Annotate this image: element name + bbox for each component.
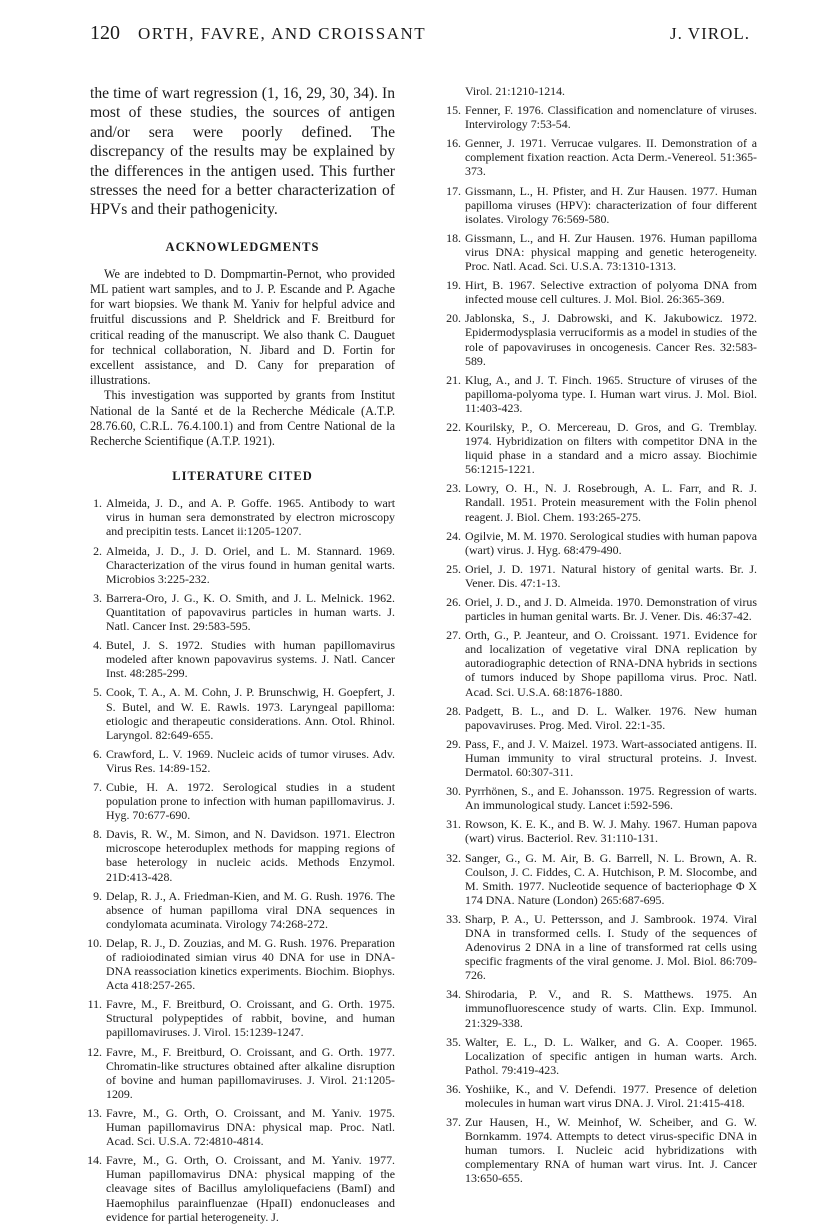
reference-item: 25. Oriel, J. D. 1971. Natural history of genital warts. Br. J. Vener. Dis. 47:1-13. [446,561,757,590]
reference-item: 32. Sanger, G., G. M. Air, B. G. Barrell, N. L. Brown, A. R. Coulson, J. C. Fiddes, C. A. Hutchison, P. M. Slocombe, and M. Smith. 1977. Nucleotide sequence of bacteriophage Φ X 174 DNA. Nature (London) 265:687-695. [446,850,757,907]
reference-item: 5. Cook, T. A., A. M. Cohn, J. P. Brunschwig, H. Goepfert, J. S. Butel, and W. E. Rawls. 1973. Laryngeal papilloma: etiologic and therapeutic considerations. Ann. Otol. Rhinol. Laryngol. 82:649-655. [93,685,395,742]
journal-name: J. VIROL. [670,24,750,43]
reference-item: 30. Pyrrhönen, S., and E. Johansson. 1975. Regression of warts. An immunological study. Lancet i:592-596. [446,784,757,813]
reference-item: 20. Jablonska, S., J. Dabrowski, and K. Jakubowicz. 1972. Epidermodysplasia verruciformis as a model in studies of the role of papovaviruses in oncogenesis. Cancer Res. 32:583-589. [446,311,757,368]
reference-item: 9. Delap, R. J., A. Friedman-Kien, and M. G. Rush. 1976. The absence of human papilloma viral DNA sequences in condylomata acuminata. Virology 74:268-272. [93,888,395,931]
reference-item: 1. Almeida, J. D., and A. P. Goffe. 1965. Antibody to wart virus in human sera demonstrated by electron microscopy and precipitin tests. Lancet ii:1205-1207. [93,496,395,539]
reference-item: 27. Orth, G., P. Jeanteur, and O. Croissant. 1971. Evidence for and localization of vegetative viral DNA replication by autoradiographic detection of RNA-DNA hybrids in sections of tumors induced by Shope papilloma virus. Proc. Natl. Acad. Sci. U.S.A. 68:1876-1880. [446,628,757,699]
reference-item: 22. Kourilsky, P., O. Mercereau, D. Gros, and G. Tremblay. 1974. Hybridization on filters with competitor DNA in the liquid phase in a standard and a micro assay. Biochimie 56:1215-1221. [446,419,757,477]
reference-item: 23. Lowry, O. H., N. J. Rosebrough, A. L. Farr, and R. J. Randall. 1951. Protein measurement with the Folin phenol reagent. J. Biol. Chem. 193:265-275. [446,481,757,524]
reference-item: 12. Favre, M., F. Breitburd, O. Croissant, and G. Orth. 1977. Chromatin-like structures obtained after alkaline disruption of bovine and human papillomaviruses. J. Virol. 21:1205-1209. [87,1044,395,1101]
reference-item: 17. Gissmann, L., H. Pfister, and H. Zur Hausen. 1977. Human papilloma viruses (HPV): characterization of four different isolates. Virology 76:569-580. [446,183,757,226]
reference-item: 8. Davis, R. W., M. Simon, and N. Davidson. 1971. Electron microscope heteroduplex methods for mapping regions of base heterology in nucleic acids. Methods Enzymol. 21D:413-428. [93,827,395,884]
reference-list-left [87,496,395,1224]
page-header [90,20,750,50]
body-paragraph: the time of wart regression (1, 16, 29, 30, 34). In most of these studies, the sources of antigen and/or sera were poorly defined. The discrepancy of the results may be explained by the differences in the antigen used. This further stresses the need for a better characterization of HPVs and their pathogenicity. [90,85,395,219]
literature-title: LITERATURE CITED [172,469,313,484]
reference-item: 24. Ogilvie, M. M. 1970. Serological studies with human papova (wart) virus. J. Hyg. 68:479-490. [446,528,757,557]
right-column [446,84,757,1191]
acknowledgments-paragraph: We are indebted to D. Dompmartin-Pernot, who provided ML patient wart samples, and to J. P. Escande and P. Agache for wart biopsies. We thank M. Yaniv for helpful advice and fruitful discussions and P. Sheldrick and F. Breitburd for critical reading of the manuscript. We also thank C. Dauguet for technical collaboration, N. Jibard and D. Fortin for excellent assistance, and D. Cany for preparation of illustrations. [90,266,395,388]
reference-item: 33. Sharp, P. A., U. Pettersson, and J. Sambrook. 1974. Viral DNA in transformed cells. I. Study of the sequences of Adenovirus 2 DNA in a line of transformed rat cells using specific fragments of the viral genome. J. Mol. Biol. 86:709-726. [446,911,757,983]
reference-item: 19. Hirt, B. 1967. Selective extraction of polyoma DNA from infected mouse cell cultures. J. Mol. Biol. 26:365-369. [446,278,757,307]
reference-item: 13. Favre, M., G. Orth, O. Croissant, and M. Yaniv. 1975. Human papillomavirus DNA: physical map. Proc. Natl. Acad. Sci. U.S.A. 72:4810-4814. [87,1105,395,1149]
reference-item: 14. Favre, M., G. Orth, O. Croissant, and M. Yaniv. 1977. Human papillomavirus DNA: physical mapping of the cleavage sites of Bacillus amyloliquefaciens (BamI) and Haemophilus parainfluenzae (HpaII) endonucleases and evidence for partial heterogeneity. J. [87,1153,395,1224]
left-column [87,84,395,1229]
reference-item: 31. Rowson, K. E. K., and B. W. J. Mahy. 1967. Human papova (wart) virus. Bacteriol. Rev. 31:110-131. [446,817,757,846]
page-number: 120 [90,22,120,44]
reference-continuation: Virol. 21:1210-1214. [465,84,566,98]
reference-item: 2. Almeida, J. D., J. D. Oriel, and L. M. Stannard. 1969. Characterization of the virus found in human genital warts. Microbios 3:225-232. [93,543,395,586]
reference-list-right [446,103,757,1186]
reference-item: 4. Butel, J. S. 1972. Studies with human papillomavirus modeled after known papovavirus systems. J. Natl. Cancer Inst. 48:285-299. [93,638,395,681]
reference-item: 26. Oriel, J. D., and J. D. Almeida. 1970. Demonstration of virus particles in human genital warts. Br. J. Vener. Dis. 46:37-42. [446,595,757,624]
reference-item: 16. Genner, J. 1971. Verrucae vulgares. II. Demonstration of a complement fixation reaction. Acta Derm.-Venereol. 51:365-373. [446,136,757,179]
reference-item: 28. Padgett, B. L., and D. L. Walker. 1976. New human papovaviruses. Prog. Med. Virol. 22:1-35. [446,703,757,732]
acknowledgments-title: ACKNOWLEDGMENTS [165,239,320,254]
reference-item: 36. Yoshiike, K., and V. Defendi. 1977. Presence of deletion molecules in human wart virus DNA. J. Virol. 21:415-418. [446,1081,757,1110]
reference-item: 3. Barrera-Oro, J. G., K. O. Smith, and J. L. Melnick. 1962. Quantitation of papovavirus particles in human warts. J. Natl. Cancer Inst. 29:583-595. [93,590,395,634]
reference-item: 18. Gissmann, L., and H. Zur Hausen. 1976. Human papilloma virus DNA: physical mapping and genetic heterogeneity. Proc. Natl. Acad. Sci. U.S.A. 73:1310-1313. [446,230,757,274]
reference-item: 35. Walter, E. L., D. L. Walker, and G. A. Cooper. 1965. Localization of specific antigen in human warts. Arch. Pathol. 79:419-423. [446,1034,757,1077]
reference-item: 10. Delap, R. J., D. Zouzias, and M. G. Rush. 1976. Preparation of radioiodinated simian virus 40 DNA for use in DNA-DNA reassociation kinetics experiments. Biochim. Biophys. Acta 418:257-265. [87,935,395,993]
reference-item: 11. Favre, M., F. Breitburd, O. Croissant, and G. Orth. 1975. Structural polypeptides of rabbit, bovine, and human papillomaviruses. J. Virol. 15:1239-1247. [87,997,395,1040]
running-authors: ORTH, FAVRE, AND CROISSANT [138,24,427,43]
reference-item: 15. Fenner, F. 1976. Classification and nomenclature of viruses. Intervirology 7:53-54. [446,103,757,132]
funding-paragraph: This investigation was supported by grants from Institut National de la Santé et de la Recherche Médicale (A.T.P. 28.76.60, C.R.L. 76.4.100.1) and from Centre National de la Recherche Scientifique (A.T.P. 1921). [90,388,395,449]
reference-item: 37. Zur Hausen, H., W. Meinhof, W. Scheiber, and G. W. Bornkamm. 1974. Attempts to detect virus-specific DNA in human tumors. I. Nucleic acid hybridizations with complementary RNA of human wart virus. Int. J. Cancer 13:650-655. [446,1115,757,1186]
reference-item: 29. Pass, F., and J. V. Maizel. 1973. Wart-associated antigens. II. Human immunity to viral structural proteins. J. Invest. Dermatol. 60:307-311. [446,736,757,780]
reference-item: 34. Shirodaria, P. V., and R. S. Matthews. 1975. An immunofluorescence study of warts. Clin. Exp. Immunol. 21:329-338. [446,987,757,1030]
reference-item: 7. Cubie, H. A. 1972. Serological studies in a student population prone to infection with human papillomavirus. J. Hyg. 70:677-690. [93,779,395,823]
reference-item: 21. Klug, A., and J. T. Finch. 1965. Structure of viruses of the papilloma-polyoma type. I. Human wart virus. J. Mol. Biol. 11:403-423. [446,372,757,415]
reference-item: 6. Crawford, L. V. 1969. Nucleic acids of tumor viruses. Adv. Virus Res. 14:89-152. [93,746,395,775]
